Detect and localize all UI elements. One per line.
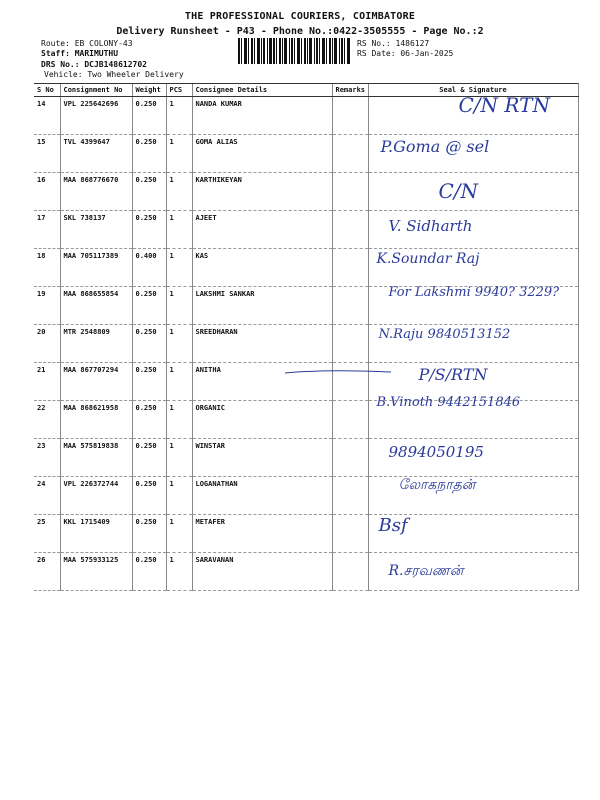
row-sno: 23: [34, 439, 60, 477]
row-pcs: 1: [166, 173, 192, 211]
row-remarks: [332, 97, 368, 135]
row-signature: [368, 93, 578, 135]
row-consignee: KAS: [192, 249, 332, 287]
row-sno: 14: [34, 97, 60, 135]
row-consignee: LOGANATHAN: [192, 477, 332, 515]
table-row: [34, 553, 578, 591]
row-weight: 0.250: [132, 553, 166, 591]
row-remarks: [332, 553, 368, 591]
row-consignment-no: MAA 868655854: [60, 287, 132, 325]
row-weight: 0.250: [132, 515, 166, 553]
vehicle-info: Vehicle: Two Wheeler Delivery: [44, 70, 184, 79]
row-consignee: ORGANIC: [192, 401, 332, 439]
handwritten-signature: P.Goma @ sel: [380, 137, 490, 156]
barcode-image: [238, 38, 350, 64]
row-consignment-no: MAA 868621958: [60, 401, 132, 439]
row-signature: [368, 553, 578, 591]
row-consignment-no: MAA 575819838: [60, 439, 132, 477]
row-signature: [368, 439, 578, 477]
row-pcs: 1: [166, 515, 192, 553]
handwritten-signature: Bsf: [378, 515, 408, 536]
row-weight: 0.250: [132, 401, 166, 439]
handwritten-signature: 9894050195: [388, 443, 484, 461]
table-row: [34, 135, 578, 173]
row-remarks: [332, 401, 368, 439]
drs-label: DRS No.:: [41, 60, 85, 69]
row-weight: 0.250: [132, 211, 166, 249]
col-header-consignee: Consignee Details: [192, 84, 332, 97]
row-consignment-no: VPL 225642696: [60, 97, 132, 135]
row-pcs: 1: [166, 249, 192, 287]
handwritten-signature: C/N: [438, 179, 479, 203]
col-header-remarks: Remarks: [332, 84, 368, 97]
row-sno: 24: [34, 477, 60, 515]
row-remarks: [332, 135, 368, 173]
row-signature: [368, 395, 578, 439]
col-header-sno: S No: [34, 84, 60, 97]
table-row: [34, 287, 578, 325]
row-remarks: [332, 287, 368, 325]
row-signature: [368, 135, 578, 173]
row-remarks: [332, 211, 368, 249]
row-remarks: [332, 173, 368, 211]
row-weight: 0.250: [132, 363, 166, 401]
row-sno: 25: [34, 515, 60, 553]
handwritten-signature: For Lakshmi 9940? 3229?: [388, 285, 560, 300]
row-remarks: [332, 325, 368, 363]
row-pcs: 1: [166, 439, 192, 477]
row-pcs: 1: [166, 363, 192, 401]
row-consignment-no: SKL 738137: [60, 211, 132, 249]
table-row: [34, 439, 578, 477]
route-info: Route: EB COLONY-43: [41, 39, 133, 48]
handwritten-signature: V. Sidharth: [388, 217, 473, 235]
staff-info: Staff: MARIMUTHU: [41, 49, 119, 58]
handwritten-signature: R.சரவணன்: [388, 563, 464, 579]
row-pcs: 1: [166, 211, 192, 249]
table-row: [34, 325, 578, 363]
row-consignment-no: VPL 226372744: [60, 477, 132, 515]
col-header-weight: Weight: [132, 84, 166, 97]
row-weight: 0.250: [132, 173, 166, 211]
row-pcs: 1: [166, 553, 192, 591]
row-signature: [368, 173, 578, 211]
table-row: [34, 249, 578, 287]
row-sno: 21: [34, 363, 60, 401]
row-sno: 15: [34, 135, 60, 173]
row-signature: [368, 249, 578, 287]
row-consignment-no: MAA 867707294: [60, 363, 132, 401]
row-consignment-no: MTR 2548809: [60, 325, 132, 363]
row-pcs: 1: [166, 135, 192, 173]
row-consignee: GOMA ALIAS: [192, 135, 332, 173]
col-header-pcs: PCS: [166, 84, 192, 97]
row-pcs: 1: [166, 477, 192, 515]
runsheet-table: [34, 83, 579, 591]
row-consignee: METAFER: [192, 515, 332, 553]
table-row: [34, 515, 578, 553]
row-sno: 17: [34, 211, 60, 249]
handwritten-signature: K.Soundar Raj: [376, 251, 480, 267]
row-consignment-no: TVL 4399647: [60, 135, 132, 173]
row-consignee: LAKSHMI SANKAR: [192, 287, 332, 325]
row-pcs: 1: [166, 287, 192, 325]
row-pcs: 1: [166, 401, 192, 439]
row-signature: [368, 325, 578, 363]
handwritten-signature: B.Vinoth 9442151846: [376, 395, 521, 410]
row-consignment-no: MAA 575933125: [60, 553, 132, 591]
drs-number: DCJB148612702: [84, 60, 147, 69]
row-consignee: SREEDHARAN: [192, 325, 332, 363]
row-signature: [368, 287, 578, 325]
row-weight: 0.250: [132, 135, 166, 173]
row-consignee: SARAVANAN: [192, 553, 332, 591]
row-remarks: [332, 477, 368, 515]
row-weight: 0.250: [132, 97, 166, 135]
handwritten-signature: லோகநாதன்: [398, 477, 476, 493]
handwritten-signature: C/N RTN: [458, 93, 550, 117]
row-pcs: 1: [166, 325, 192, 363]
col-header-signature: Seal & Signature: [368, 84, 578, 97]
row-sno: 19: [34, 287, 60, 325]
row-remarks: [332, 439, 368, 477]
table-row: [34, 97, 578, 135]
row-consignee: NANDA KUMAR: [192, 97, 332, 135]
handwritten-signature: P/S/RTN: [418, 365, 488, 384]
table-row: [34, 173, 578, 211]
row-sno: 26: [34, 553, 60, 591]
row-weight: 0.250: [132, 477, 166, 515]
row-sno: 22: [34, 401, 60, 439]
row-weight: 0.250: [132, 325, 166, 363]
row-consignment-no: KKL 1715409: [60, 515, 132, 553]
row-consignee: WINSTAR: [192, 439, 332, 477]
row-signature: [368, 477, 578, 515]
row-sno: 20: [34, 325, 60, 363]
row-sno: 18: [34, 249, 60, 287]
rs-number: RS No.: 1486127: [357, 39, 430, 48]
row-consignment-no: MAA 868776670: [60, 173, 132, 211]
row-consignee: KARTHIKEYAN: [192, 173, 332, 211]
row-weight: 0.250: [132, 287, 166, 325]
row-weight: 0.400: [132, 249, 166, 287]
arrow-mark: [285, 367, 395, 377]
row-remarks: [332, 515, 368, 553]
row-consignment-no: MAA 705117389: [60, 249, 132, 287]
row-pcs: 1: [166, 97, 192, 135]
runsheet-subtitle: Delivery Runsheet - P43 - Phone No.:0422-3505555 - Page No.:2: [116, 26, 484, 37]
row-weight: 0.250: [132, 439, 166, 477]
table-row: [34, 401, 578, 439]
row-consignee: AJEET: [192, 211, 332, 249]
row-sno: 16: [34, 173, 60, 211]
rs-date: RS Date: 06-Jan-2025: [357, 49, 454, 58]
row-remarks: [332, 249, 368, 287]
row-consignee: ANITHA: [192, 363, 332, 401]
handwritten-signature: N.Raju 9840513152: [378, 327, 511, 342]
row-signature: [368, 211, 578, 249]
row-signature: [368, 515, 578, 553]
table-row: [34, 477, 578, 515]
company-title: THE PROFESSIONAL COURIERS, COIMBATORE: [184, 11, 416, 22]
col-header-consignment: Consignment No: [60, 84, 132, 97]
table-row: [34, 211, 578, 249]
